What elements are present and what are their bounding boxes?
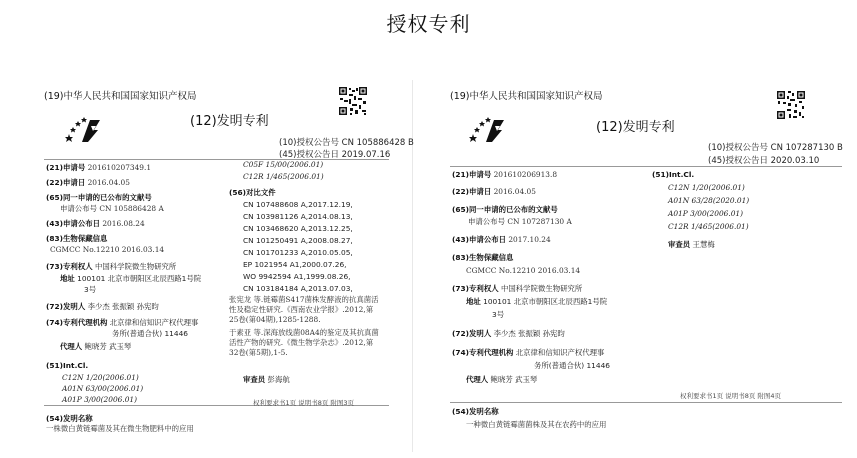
patent-agency (452, 348, 604, 358)
field-value: 201610207349.1 (87, 163, 152, 172)
field-value: CGMCC No.12210 2016.03.14 (466, 266, 581, 275)
field-value: 201610206913.8 (493, 170, 558, 179)
field-value: 2016.08.24 (102, 219, 145, 228)
inventors (452, 329, 565, 339)
field-value: 李少杰 张振颖 孙宪昀 (493, 329, 565, 338)
application-number (452, 170, 557, 180)
header-divider (44, 159, 389, 160)
address-continued (84, 285, 96, 295)
field-label: 代理人 (466, 375, 489, 384)
page-counts: 权利要求书1页 说明书8页 附图3页 (253, 399, 355, 407)
field-value: 中国科学院微生物研究所 (500, 284, 583, 293)
agent (466, 375, 537, 385)
cited-literature: 张宪龙 等.链霉菌S417菌株发酵液的抗真菌活性及稳定性研究.《西南农业学报》.2012,第25卷(第04期),1285-1288. (229, 295, 379, 324)
address (60, 274, 201, 284)
field-value: 鲍晓芳 武玉琴 (84, 342, 132, 351)
patent-agency-continued (534, 361, 610, 371)
field-label: 审查员 (668, 240, 691, 249)
field-value: 申请公布号 (60, 204, 97, 213)
field-value: 3号 (84, 285, 97, 294)
field-label: (65)同一申请的已公布的文献号 (46, 193, 152, 202)
field-value: 中国科学院微生物研究所 (94, 262, 177, 271)
patent-document-1[interactable] (40, 80, 413, 452)
field-value: 2017.10.24 (508, 235, 551, 244)
field-value: 2016.04.05 (87, 178, 130, 187)
int-cl-label (652, 170, 694, 180)
field-value: 100101 北京市朝阳区北辰西路1号院 (77, 274, 202, 283)
biological-deposit-label (46, 234, 107, 244)
cited-reference: CN 103981126 A,2014.08.13, (243, 212, 353, 221)
cited-reference: WO 9942594 A1,1999.08.26, (243, 272, 351, 281)
application-publication-number (60, 204, 164, 214)
field-label: (54)发明名称 (452, 407, 499, 416)
field-label: 地址 (60, 274, 75, 283)
page-title: 授权专利 (386, 12, 471, 36)
patent-office-emblem-icon (468, 114, 508, 144)
patent-agency (46, 318, 198, 328)
examiner (668, 240, 715, 250)
issuing-office: (19)中华人民共和国国家知识产权局 (450, 91, 603, 102)
page-counts: 权利要求书1页 说明书8页 附图4页 (680, 392, 782, 400)
field-label: (22)申请日 (46, 178, 86, 187)
application-publication-number (468, 217, 572, 227)
cited-reference: CN 101250491 A,2008.08.27, (243, 236, 353, 245)
int-cl-item: C12R 1/465(2006.01) (668, 222, 749, 231)
cited-references-label (229, 188, 276, 198)
field-value: 申请公布号 (468, 217, 505, 226)
qr-code-icon (338, 86, 368, 116)
application-number (46, 163, 151, 173)
invention-name: 一株微白黄链霉菌及其在微生物肥料中的应用 (46, 424, 194, 433)
field-label: (74)专利代理机构 (452, 348, 514, 357)
application-publication-date (452, 235, 551, 245)
invention-name: 一种微白黄链霉菌菌株及其在农药中的应用 (466, 420, 607, 429)
field-label: (51)Int.Cl. (652, 170, 695, 179)
int-cl-item: A01P 3/00(2006.01) (668, 209, 743, 218)
document-type: (12)发明专利 (190, 114, 269, 129)
biological-deposit-value (50, 245, 164, 255)
patent-office-emblem-icon (64, 114, 104, 144)
int-cl-item: C12R 1/465(2006.01) (243, 172, 324, 181)
field-value: 李少杰 张振颖 孙宪昀 (87, 302, 159, 311)
int-cl-label (46, 361, 88, 371)
int-cl-item: A01P 3/00(2006.01) (62, 395, 137, 404)
field-label: (73)专利权人 (452, 284, 499, 293)
cited-reference: EP 1021954 A1,2000.07.26, (243, 260, 347, 269)
biological-deposit-value (466, 266, 580, 276)
field-value: 务所(普通合伙) 11446 (534, 361, 610, 370)
application-publication-date (46, 219, 145, 229)
document-type: (12)发明专利 (596, 120, 675, 135)
field-value: 北京律和信知识产权代理事 (515, 348, 605, 357)
address-continued (492, 310, 504, 320)
footer-divider (450, 402, 842, 403)
field-label: (21)申请号 (452, 170, 492, 179)
field-label: 审查员 (243, 375, 266, 384)
patentee (46, 262, 176, 272)
field-label: (73)专利权人 (46, 262, 93, 271)
field-value: 北京律和信知识产权代理事 (109, 318, 199, 327)
issuing-office: (19)中华人民共和国国家知识产权局 (44, 91, 197, 102)
cited-reference: CN 103468620 A,2013.12.25, (243, 224, 353, 233)
int-cl-item: C12N 1/20(2006.01) (62, 373, 139, 382)
int-cl-item: A01N 63/00(2006.01) (62, 384, 144, 393)
field-label: 地址 (466, 297, 481, 306)
field-label: (22)申请日 (452, 187, 492, 196)
field-label: (83)生物保藏信息 (452, 253, 514, 262)
field-label: (83)生物保藏信息 (46, 234, 108, 243)
application-date (46, 178, 130, 188)
biological-deposit-label (452, 253, 513, 263)
examiner (243, 375, 290, 385)
field-value: 务所(普通合伙) 11446 (112, 329, 188, 338)
field-label: (43)申请公布日 (46, 219, 100, 228)
grant-publication-date: (45)授权公告日 2019.07.16 (279, 150, 391, 160)
same-application-label (46, 193, 152, 203)
patentee (452, 284, 582, 294)
field-label: (51)Int.Cl. (46, 361, 89, 370)
field-label: (21)申请号 (46, 163, 86, 172)
field-label: 代理人 (60, 342, 83, 351)
field-label: (65)同一申请的已公布的文献号 (452, 205, 558, 214)
int-cl-item: C12N 1/20(2006.01) (668, 183, 745, 192)
invention-name-label (46, 414, 93, 424)
same-application-label (452, 205, 558, 215)
qr-code-icon (776, 90, 806, 120)
field-label: (56)对比文件 (229, 188, 276, 197)
field-value: CN 105886428 A (99, 204, 164, 213)
inventors (46, 302, 159, 312)
cited-reference: CN 101701233 A,2010.05.05, (243, 248, 353, 257)
field-value: 彭海航 (267, 375, 290, 384)
field-value: 2016.04.05 (493, 187, 536, 196)
int-cl-item: C05F 15/00(2006.01) (243, 160, 324, 169)
grant-publication-number: (10)授权公告号 CN 107287130 B (708, 143, 843, 153)
patent-document-2[interactable] (446, 80, 846, 452)
application-date (452, 187, 536, 197)
grant-publication-date: (45)授权公告日 2020.03.10 (708, 156, 820, 166)
field-label: (43)申请公布日 (452, 235, 506, 244)
agent (60, 342, 131, 352)
cited-reference: CN 103184184 A,2013.07.03, (243, 284, 353, 293)
field-label: (54)发明名称 (46, 414, 93, 423)
header-divider (450, 166, 842, 167)
field-label: (72)发明人 (46, 302, 86, 311)
address (466, 297, 607, 307)
patent-agency-continued (112, 329, 188, 339)
field-value: CN 107287130 A (507, 217, 572, 226)
field-value: 王慧梅 (692, 240, 715, 249)
field-label: (72)发明人 (452, 329, 492, 338)
int-cl-item: A01N 63/28(2020.01) (668, 196, 750, 205)
field-value: CGMCC No.12210 2016.03.14 (50, 245, 165, 254)
cited-literature: 于素亚 等.深海放线菌08A4的鉴定及其抗真菌活性产物的研究.《微生物学杂志》.2012,第32卷(第5期),1-5. (229, 328, 379, 357)
field-value: 鲍晓芳 武玉琴 (490, 375, 538, 384)
invention-name-label (452, 407, 499, 417)
field-value: 3号 (492, 310, 505, 319)
field-label: (74)专利代理机构 (46, 318, 108, 327)
grant-publication-number: (10)授权公告号 CN 105886428 B (279, 138, 414, 148)
cited-reference: CN 107488608 A,2017.12.19, (243, 200, 353, 209)
field-value: 100101 北京市朝阳区北辰西路1号院 (483, 297, 608, 306)
